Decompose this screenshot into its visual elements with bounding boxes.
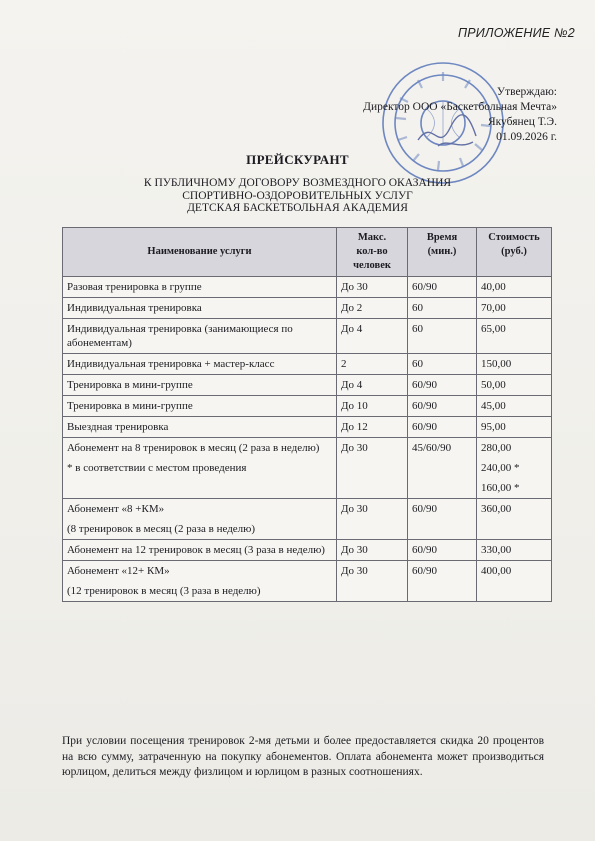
cost-cell [477, 540, 552, 561]
max-people-cell: До 30 [337, 540, 408, 561]
cost-value: 330,00 [481, 544, 512, 556]
header-max-line: Макс. [357, 232, 387, 243]
service-name: Тренировка в мини-группе [67, 379, 193, 391]
service-name: Абонемент «12+ КМ» [67, 565, 170, 577]
max-people-cell: До 2 [337, 298, 408, 319]
cost-value: 65,00 [481, 323, 506, 335]
table-row [63, 277, 552, 298]
table-row [63, 499, 552, 540]
cost-cell [477, 375, 552, 396]
table-row [63, 319, 552, 354]
cost-cell [477, 499, 552, 540]
cost-value: 45,00 [481, 400, 506, 412]
table-row [63, 561, 552, 602]
service-name-cell [63, 540, 337, 561]
table-row [63, 540, 552, 561]
header-cost-line: (руб.) [501, 246, 527, 257]
cost-value: 150,00 [481, 358, 512, 370]
service-name-cell [63, 375, 337, 396]
cost-cell [477, 277, 552, 298]
service-name-cell [63, 561, 337, 602]
service-name: (8 тренировок в месяц (2 раза в неделю) [67, 523, 256, 535]
service-name: * в соответствии с местом проведения [67, 462, 247, 474]
max-people-cell: До 30 [337, 277, 408, 298]
document-title: ПРЕЙСКУРАНТ [246, 152, 349, 167]
max-people-cell: До 4 [337, 375, 408, 396]
service-name-cell [63, 319, 337, 354]
service-name-cell [63, 277, 337, 298]
service-name: Тренировка в мини-группе [67, 400, 193, 412]
price-table [62, 227, 552, 602]
service-name-cell [63, 417, 337, 438]
max-people-cell: До 30 [337, 561, 408, 602]
service-name-cell [63, 499, 337, 540]
max-people-cell: До 30 [337, 438, 408, 499]
time-cell: 60/90 [408, 375, 477, 396]
appendix-label: ПРИЛОЖЕНИЕ №2 [458, 26, 575, 40]
service-name-cell [63, 298, 337, 319]
approval-date: 01.09.2026 г. [496, 131, 557, 143]
service-name-cell [63, 396, 337, 417]
subtitle-line: ДЕТСКАЯ БАСКЕТБОЛЬНАЯ АКАДЕМИЯ [187, 202, 408, 214]
service-name: Абонемент на 8 тренировок в месяц (2 раза в неделю) [67, 442, 320, 454]
cost-cell [477, 298, 552, 319]
approval-director: Директор ООО «Баскетбольная Мечта» [363, 101, 557, 113]
header-time-line: (мин.) [427, 246, 457, 257]
time-cell: 60/90 [408, 417, 477, 438]
subtitle-line: СПОРТИВНО-ОЗДОРОВИТЕЛЬНЫХ УСЛУГ [182, 189, 413, 202]
cost-value: 400,00 [481, 565, 512, 577]
time-cell: 60 [408, 354, 477, 375]
service-name-cell [63, 354, 337, 375]
max-people-cell: До 30 [337, 499, 408, 540]
time-cell: 45/60/90 [408, 438, 477, 499]
table-row [63, 298, 552, 319]
service-name-cell [63, 438, 337, 499]
header-max-line: человек [353, 260, 391, 271]
service-name: Разовая тренировка в группе [67, 281, 202, 293]
time-cell: 60/90 [408, 499, 477, 540]
approval-heading: Утверждаю: [496, 86, 557, 98]
cost-cell [477, 438, 552, 499]
cost-value: 240,00 * [481, 462, 520, 474]
header-cost-line: Стоимость [488, 232, 540, 243]
time-cell: 60/90 [408, 561, 477, 602]
time-cell: 60 [408, 298, 477, 319]
cost-value: 280,00 [481, 442, 512, 454]
max-people-cell: До 4 [337, 319, 408, 354]
approval-block [363, 85, 557, 145]
service-name: Выездная тренировка [67, 421, 169, 433]
cost-value: 70,00 [481, 302, 506, 314]
service-name: (12 тренировок в месяц (3 раза в неделю) [67, 585, 261, 597]
service-name: Индивидуальная тренировка + мастер-класс [67, 358, 275, 370]
max-people-cell: 2 [337, 354, 408, 375]
cost-value: 95,00 [481, 421, 506, 433]
table-row [63, 417, 552, 438]
table-row [63, 396, 552, 417]
time-cell: 60/90 [408, 277, 477, 298]
cost-value: 360,00 [481, 503, 512, 515]
cost-cell [477, 319, 552, 354]
document-subtitle [0, 177, 595, 215]
cost-cell [477, 561, 552, 602]
service-name: Индивидуальная тренировка [67, 302, 202, 314]
cost-cell [477, 396, 552, 417]
max-people-cell: До 12 [337, 417, 408, 438]
header-service-name: Наименование услуги [63, 228, 337, 277]
service-name: Абонемент на 12 тренировок в месяц (3 раза в неделю) [67, 544, 325, 556]
service-name: Индивидуальная тренировка (занимающиеся по абонементам) [67, 323, 293, 349]
discount-note: При условии посещения тренировок 2-мя детьми и более предоставляется скидка 20 процентов на всю сумму, затраченную на покупку абонементов. Оплата абонемента может производиться юрлицом, делиться между физлицом и юрлицом в разных соотношениях. [62, 735, 544, 778]
cost-cell [477, 417, 552, 438]
cost-value: 40,00 [481, 281, 506, 293]
subtitle-line: К ПУБЛИЧНОМУ ДОГОВОРУ ВОЗМЕЗДНОГО ОКАЗАНИЯ [143, 177, 452, 189]
time-cell: 60/90 [408, 540, 477, 561]
cost-value: 50,00 [481, 379, 506, 391]
table-row [63, 354, 552, 375]
table-header-row [63, 228, 552, 277]
table-row [63, 438, 552, 499]
header-cost [477, 228, 552, 277]
max-people-cell: До 10 [337, 396, 408, 417]
table-row [63, 375, 552, 396]
header-time [408, 228, 477, 277]
cost-value: 160,00 * [481, 482, 520, 494]
header-time-line: Время [426, 232, 458, 243]
time-cell: 60 [408, 319, 477, 354]
cost-cell [477, 354, 552, 375]
price-table-body [63, 277, 552, 602]
service-name: Абонемент «8 +КМ» [67, 503, 165, 515]
time-cell: 60/90 [408, 396, 477, 417]
approval-name: Якубянец Т.Э. [487, 116, 557, 128]
header-max-line: кол-во [356, 246, 388, 257]
header-max-people [337, 228, 408, 277]
